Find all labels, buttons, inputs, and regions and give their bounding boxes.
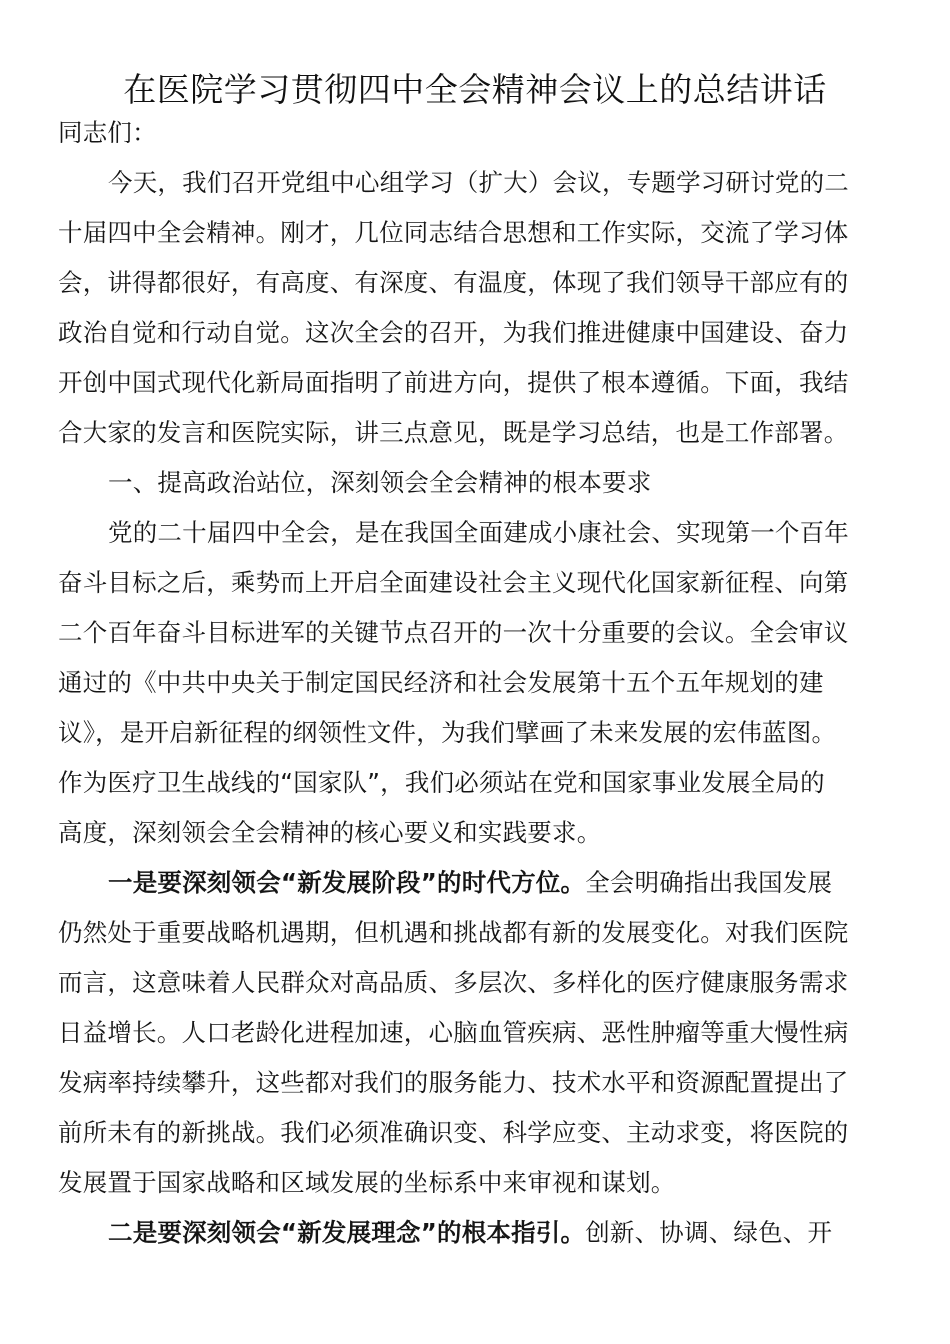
paragraph-line: 仍然处于重要战略机遇期，但机遇和挑战都有新的发展变化。对我们医院 bbox=[58, 918, 849, 947]
paragraph-line: 日益增长。人口老龄化进程加速，心脑血管疾病、恶性肿瘤等重大慢性病 bbox=[58, 1018, 849, 1047]
paragraph-line: 今天，我们召开党组中心组学习（扩大）会议，专题学习研讨党的二 bbox=[108, 168, 849, 197]
salutation: 同志们： bbox=[58, 118, 157, 147]
paragraph-line: 党的二十届四中全会，是在我国全面建成小康社会、实现第一个百年 bbox=[108, 518, 849, 547]
section-heading: 一、提高政治站位，深刻领会全会精神的根本要求 bbox=[108, 468, 652, 497]
paragraph-line: 高度，深刻领会全会精神的核心要义和实践要求。 bbox=[58, 818, 602, 847]
paragraph-line: 合大家的发言和医院实际，讲三点意见，既是学习总结，也是工作部署。 bbox=[58, 418, 849, 447]
paragraph-line: 二个百年奋斗目标进军的关键节点召开的一次十分重要的会议。全会审议 bbox=[58, 618, 849, 647]
line-rest: 创新、协调、绿色、开 bbox=[585, 1218, 833, 1247]
bold-lead: 一是要深刻领会“新发展阶段”的时代方位。 bbox=[108, 868, 586, 897]
paragraph-line: 会，讲得都很好，有高度、有深度、有温度，体现了我们领导干部应有的 bbox=[58, 268, 849, 297]
paragraph-line: 奋斗目标之后，乘势而上开启全面建设社会主义现代化国家新征程、向第 bbox=[58, 568, 849, 597]
paragraph-line: 发病率持续攀升，这些都对我们的服务能力、技术水平和资源配置提出了 bbox=[58, 1068, 849, 1097]
line-rest: 全会明确指出我国发展 bbox=[585, 868, 833, 897]
document-title: 在医院学习贯彻四中全会精神会议上的总结讲话 bbox=[123, 70, 827, 109]
paragraph-line: 议》，是开启新征程的纲领性文件，为我们擘画了未来发展的宏伟蓝图。 bbox=[58, 718, 837, 747]
paragraph-line bbox=[108, 866, 928, 900]
paragraph-line: 通过的《中共中央关于制定国民经济和社会发展第十五个五年规划的建 bbox=[58, 668, 824, 697]
paragraph-line: 政治自觉和行动自觉。这次全会的召开，为我们推进健康中国建设、奋力 bbox=[58, 318, 849, 347]
paragraph-line: 十届四中全会精神。刚才，几位同志结合思想和工作实际，交流了学习体 bbox=[58, 218, 849, 247]
paragraph-line: 开创中国式现代化新局面指明了前进方向，提供了根本遵循。下面，我结 bbox=[58, 368, 849, 397]
paragraph-line bbox=[108, 1216, 928, 1250]
paragraph-line: 而言，这意味着人民群众对高品质、多层次、多样化的医疗健康服务需求 bbox=[58, 968, 849, 997]
paragraph-line: 发展置于国家战略和区域发展的坐标系中来审视和谋划。 bbox=[58, 1168, 676, 1197]
paragraph-line: 作为医疗卫生战线的“国家队”，我们必须站在党和国家事业发展全局的 bbox=[58, 768, 825, 797]
paragraph-line: 前所未有的新挑战。我们必须准确识变、科学应变、主动求变，将医院的 bbox=[58, 1118, 849, 1147]
bold-lead: 二是要深刻领会“新发展理念”的根本指引。 bbox=[108, 1218, 586, 1247]
